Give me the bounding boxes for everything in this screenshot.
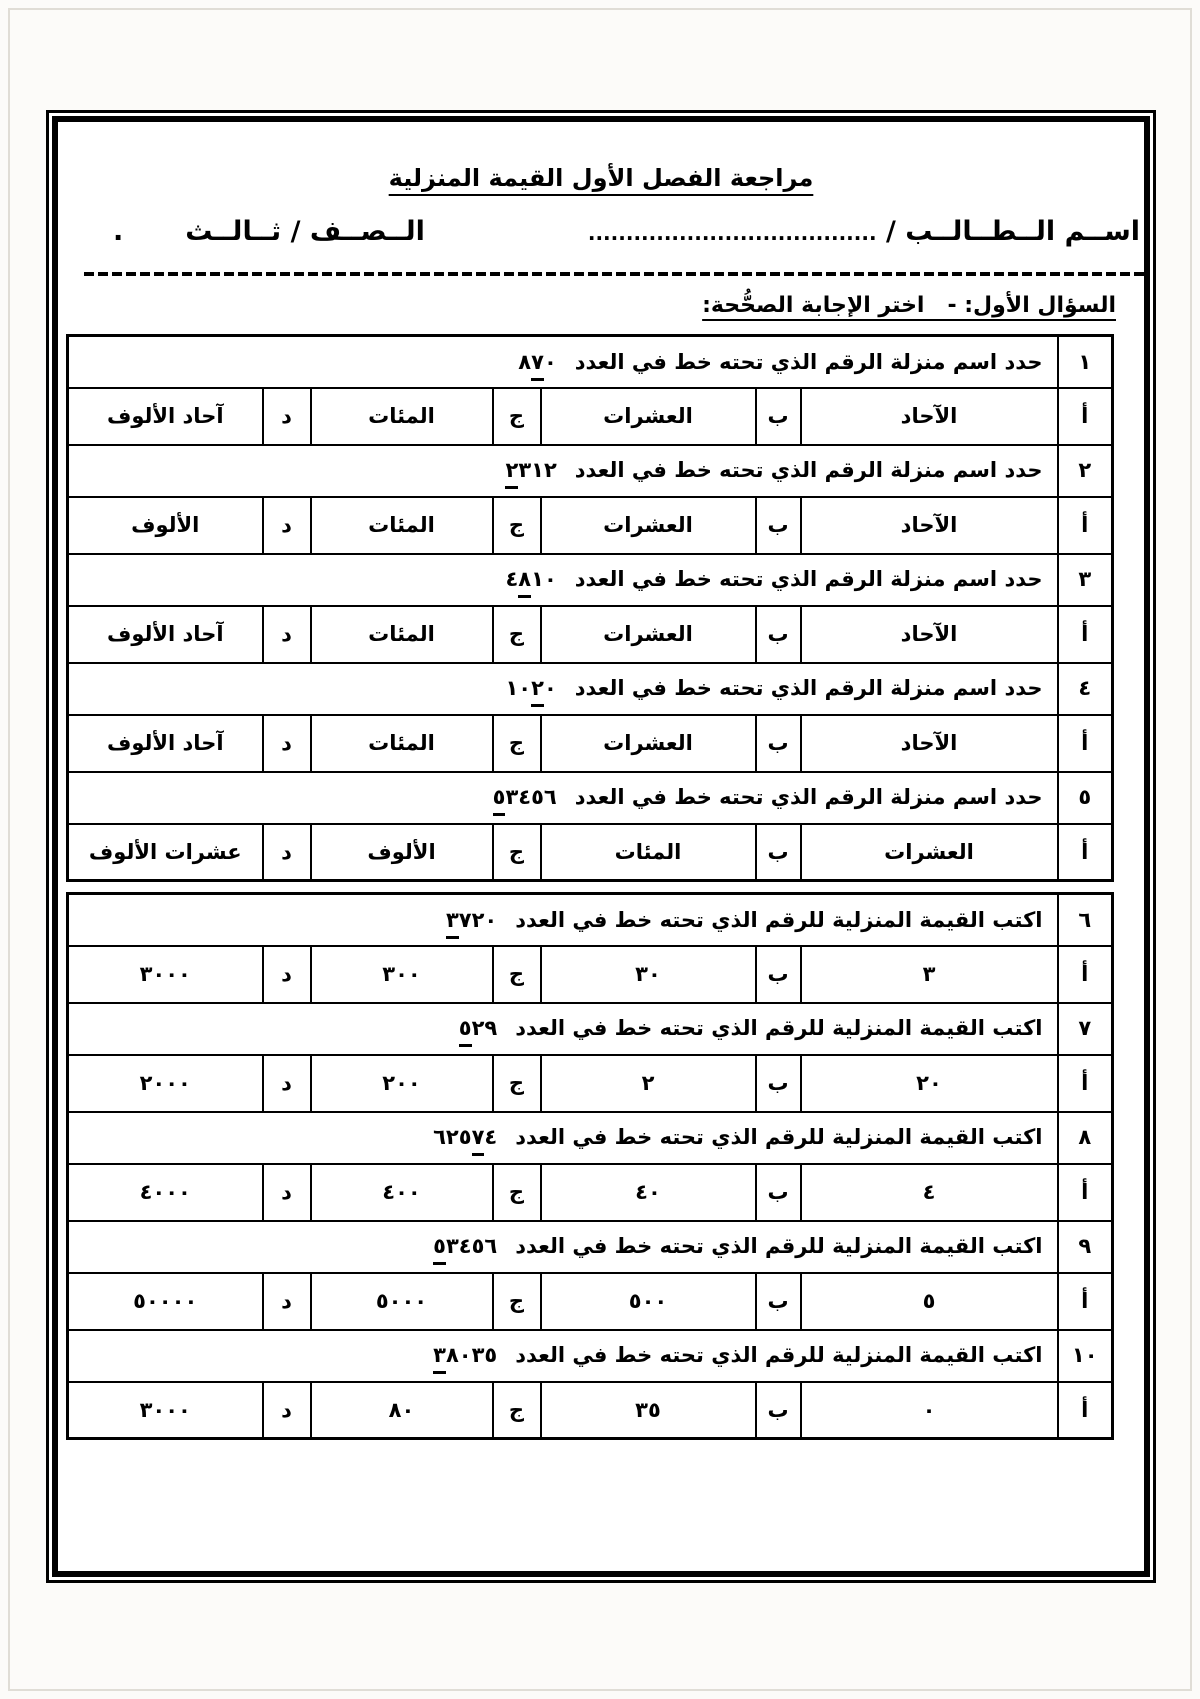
question-text: حدد اسم منزلة الرقم الذي تحته خط في العدد xyxy=(574,785,1043,810)
underlined-digit: ٥ xyxy=(459,1016,472,1047)
option-letter: د xyxy=(263,388,311,445)
worksheet-title: مراجعة الفصل الأول القيمة المنزلية xyxy=(388,164,814,192)
option-value: الألوف xyxy=(67,497,262,554)
option-letter: أ xyxy=(1058,1055,1113,1112)
option-letter: ج xyxy=(493,1382,541,1439)
option-letter: أ xyxy=(1058,824,1113,881)
digits-before: ٦٢٥ xyxy=(433,1125,472,1150)
digits-before: ٨ xyxy=(518,349,532,374)
option-letter: ب xyxy=(756,1382,801,1439)
option-value: ٤٠٠ xyxy=(311,1164,493,1221)
option-letter: د xyxy=(263,1382,311,1439)
question-text: حدد اسم منزلة الرقم الذي تحته خط في العدد xyxy=(574,458,1043,483)
question-value xyxy=(459,1015,497,1041)
options-row xyxy=(67,1164,1112,1221)
class-label: الــصــف / ثــالــث xyxy=(185,216,425,247)
option-letter: ب xyxy=(756,715,801,772)
option-letter: د xyxy=(263,1055,311,1112)
underlined-digit: ٢ xyxy=(505,458,518,489)
question-text: حدد اسم منزلة الرقم الذي تحته خط في العدد xyxy=(574,567,1043,592)
option-letter: ب xyxy=(756,606,801,663)
question-number: ٩ xyxy=(1058,1221,1113,1273)
option-letter: ج xyxy=(493,946,541,1003)
underlined-digit: ٣ xyxy=(446,908,459,939)
option-letter: ب xyxy=(756,1055,801,1112)
question-text: اكتب القيمة المنزلية للرقم الذي تحته خط في العدد xyxy=(515,1125,1043,1150)
option-letter: ب xyxy=(756,824,801,881)
digits-after: ٣٤٥٦ xyxy=(505,785,557,810)
question-cell xyxy=(67,894,1057,946)
question-number: ٤ xyxy=(1058,663,1113,715)
digits-after: ٣٤٥٦ xyxy=(445,1234,498,1259)
option-value: ٥٠٠ xyxy=(541,1273,756,1330)
option-letter: د xyxy=(263,606,311,663)
option-letter: ج xyxy=(493,388,541,445)
question-text: اكتب القيمة المنزلية للرقم الذي تحته خط في العدد xyxy=(515,1016,1043,1041)
question-text: حدد اسم منزلة الرقم الذي تحته خط في العدد xyxy=(574,676,1043,701)
question-row xyxy=(67,554,1112,606)
digits-after: ٢٩ xyxy=(471,1016,498,1041)
option-value: آحاد الألوف xyxy=(67,715,262,772)
option-letter: ب xyxy=(756,1273,801,1330)
options-row xyxy=(67,606,1112,663)
option-letter: أ xyxy=(1058,1382,1113,1439)
question-cell xyxy=(67,663,1057,715)
options-row xyxy=(67,1382,1112,1439)
option-value: الآحاد xyxy=(801,497,1058,554)
options-row xyxy=(67,824,1112,881)
option-value: المئات xyxy=(541,824,756,881)
questions-table-1-body xyxy=(67,336,1112,881)
option-letter: أ xyxy=(1058,388,1113,445)
digits-after: ٠ xyxy=(543,349,557,374)
question-row xyxy=(67,1221,1112,1273)
option-letter: أ xyxy=(1058,497,1113,554)
question-cell xyxy=(67,1112,1057,1164)
question-number: ١٠ xyxy=(1058,1330,1113,1382)
underlined-digit: ٧ xyxy=(472,1125,485,1156)
option-letter: أ xyxy=(1058,946,1113,1003)
option-letter: د xyxy=(263,715,311,772)
option-value: ٥ xyxy=(801,1273,1058,1330)
options-row xyxy=(67,946,1112,1003)
option-letter: ج xyxy=(493,715,541,772)
question-text: حدد اسم منزلة الرقم الذي تحته خط في العدد xyxy=(574,349,1043,374)
question-number: ٧ xyxy=(1058,1003,1113,1055)
digits-after: ٠ xyxy=(543,676,557,701)
option-value: ٣٠٠٠ xyxy=(67,946,262,1003)
option-value: العشرات xyxy=(541,388,756,445)
underlined-digit: ٥ xyxy=(493,785,506,816)
question-cell xyxy=(67,1221,1057,1273)
option-letter: ج xyxy=(493,1055,541,1112)
question-cell xyxy=(67,445,1057,497)
option-letter: أ xyxy=(1058,1164,1113,1221)
option-letter: أ xyxy=(1058,606,1113,663)
digits-after: ٤ xyxy=(484,1125,498,1150)
question-text: اكتب القيمة المنزلية للرقم الذي تحته خط في العدد xyxy=(515,907,1043,932)
question-text: اكتب القيمة المنزلية للرقم الذي تحته خط في العدد xyxy=(515,1234,1043,1259)
option-value: الألوف xyxy=(311,824,493,881)
worksheet-frame-inner xyxy=(52,116,1150,1577)
digits-after: ٨٠٣٥ xyxy=(445,1343,498,1368)
digits-before: ١٠ xyxy=(505,676,532,701)
options-row xyxy=(67,497,1112,554)
underlined-digit: ٣ xyxy=(433,1343,446,1374)
option-letter: ب xyxy=(756,946,801,1003)
option-value: ٣ xyxy=(801,946,1058,1003)
question-row xyxy=(67,894,1112,946)
class-period: . xyxy=(113,216,124,247)
digits-after: ١٠ xyxy=(531,567,557,592)
option-value: العشرات xyxy=(801,824,1058,881)
option-value: ٥٠٠٠٠ xyxy=(67,1273,262,1330)
question-value xyxy=(433,1124,497,1150)
option-letter: د xyxy=(263,497,311,554)
option-value: عشرات الألوف xyxy=(67,824,262,881)
option-value: آحاد الألوف xyxy=(67,388,262,445)
question-value xyxy=(433,1342,497,1368)
underlined-digit: ٨ xyxy=(518,567,531,598)
option-letter: أ xyxy=(1058,1273,1113,1330)
student-name-field xyxy=(588,216,1140,247)
question-row xyxy=(67,663,1112,715)
student-name-blank: ...................................... xyxy=(587,221,877,245)
digits-before: ٤ xyxy=(505,567,519,592)
question-number: ٣ xyxy=(1058,554,1113,606)
option-letter: ج xyxy=(493,824,541,881)
option-value: ٨٠ xyxy=(311,1382,493,1439)
questions-table-2-body xyxy=(67,894,1112,1439)
option-value: ٢٠ xyxy=(801,1055,1058,1112)
underlined-digit: ٢ xyxy=(531,676,544,707)
option-value: ٢٠٠ xyxy=(311,1055,493,1112)
option-value: ٣٥ xyxy=(541,1382,756,1439)
question-row xyxy=(67,445,1112,497)
option-letter: ج xyxy=(493,1164,541,1221)
option-letter: ج xyxy=(493,606,541,663)
digits-after: ٣١٢ xyxy=(518,458,557,483)
option-letter: ب xyxy=(756,388,801,445)
question-value xyxy=(493,784,557,810)
options-row xyxy=(67,1055,1112,1112)
option-letter: ج xyxy=(493,497,541,554)
option-value: ٢٠٠٠ xyxy=(67,1055,262,1112)
option-letter: د xyxy=(263,824,311,881)
option-value: المئات xyxy=(311,606,493,663)
question-row xyxy=(67,1330,1112,1382)
option-value: ٤٠٠٠ xyxy=(67,1164,262,1221)
question-number: ٨ xyxy=(1058,1112,1113,1164)
option-letter: ج xyxy=(493,1273,541,1330)
option-value: الآحاد xyxy=(801,388,1058,445)
option-letter: د xyxy=(263,946,311,1003)
question-row xyxy=(67,1112,1112,1164)
option-value: ٣٠٠٠ xyxy=(67,1382,262,1439)
option-letter: ب xyxy=(756,497,801,554)
question-cell xyxy=(67,772,1057,824)
underlined-digit: ٧ xyxy=(531,350,544,381)
student-info-line xyxy=(58,216,1144,247)
digits-after: ٧٢٠ xyxy=(458,907,498,932)
question-row xyxy=(67,1003,1112,1055)
option-value: ٠ xyxy=(801,1382,1058,1439)
question-value xyxy=(518,349,556,375)
option-value: ٥٠٠٠ xyxy=(311,1273,493,1330)
question-number: ٢ xyxy=(1058,445,1113,497)
student-name-label: اســم الــطــالــب / xyxy=(876,216,1140,247)
worksheet-frame xyxy=(46,110,1156,1583)
question-number: ٦ xyxy=(1058,894,1113,946)
option-value: المئات xyxy=(311,388,493,445)
option-value: آحاد الألوف xyxy=(67,606,262,663)
question-text: اكتب القيمة المنزلية للرقم الذي تحته خط في العدد xyxy=(515,1343,1043,1368)
option-letter: أ xyxy=(1058,715,1113,772)
dashed-separator xyxy=(82,272,1144,276)
option-letter: ب xyxy=(756,1164,801,1221)
option-value: ٤ xyxy=(801,1164,1058,1221)
question-number: ١ xyxy=(1058,336,1113,388)
option-value: الآحاد xyxy=(801,715,1058,772)
option-value: ٣٠٠ xyxy=(311,946,493,1003)
options-row xyxy=(67,1273,1112,1330)
options-row xyxy=(67,715,1112,772)
option-value: ٢ xyxy=(541,1055,756,1112)
section-header: السؤال الأول: - اختر الإجابة الصحُّحة: xyxy=(702,293,1116,318)
option-value: العشرات xyxy=(541,606,756,663)
question-value xyxy=(505,675,556,701)
option-value: ٣٠ xyxy=(541,946,756,1003)
question-cell xyxy=(67,1330,1057,1382)
question-cell xyxy=(67,1003,1057,1055)
option-letter: د xyxy=(263,1164,311,1221)
question-value xyxy=(505,457,556,483)
option-value: ٤٠ xyxy=(541,1164,756,1221)
option-value: العشرات xyxy=(541,715,756,772)
question-cell xyxy=(67,336,1057,388)
options-row xyxy=(67,388,1112,445)
questions-table-2 xyxy=(66,892,1114,1440)
question-value xyxy=(433,1233,497,1259)
option-value: العشرات xyxy=(541,497,756,554)
underlined-digit: ٥ xyxy=(433,1234,446,1265)
question-number: ٥ xyxy=(1058,772,1113,824)
question-value xyxy=(446,907,497,933)
questions-table-1 xyxy=(66,334,1114,882)
class-field xyxy=(113,216,425,247)
option-value: الآحاد xyxy=(801,606,1058,663)
option-letter: د xyxy=(263,1273,311,1330)
question-value xyxy=(505,566,556,592)
question-cell xyxy=(67,554,1057,606)
question-row xyxy=(67,336,1112,388)
question-row xyxy=(67,772,1112,824)
option-value: المئات xyxy=(311,497,493,554)
option-value: المئات xyxy=(311,715,493,772)
